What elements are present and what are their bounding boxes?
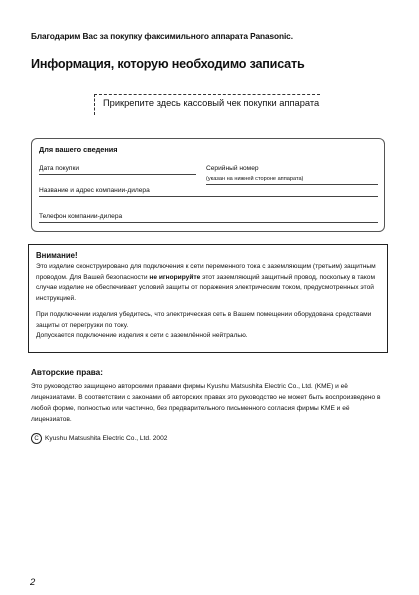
warning-box <box>28 244 388 353</box>
page-number: 2 <box>30 577 36 588</box>
info-box-title: Для вашего сведения <box>39 145 118 154</box>
warning-neutral-note: Допускается подключение изделия к сети с заземлённой нейтралью. <box>36 332 248 339</box>
warning-emphasis: не игнорируйте <box>149 273 201 281</box>
page-heading: Информация, которую необходимо записать <box>31 57 305 71</box>
copyright-title: Авторские права: <box>31 368 103 377</box>
warning-paragraph-grounding: Это изделие сконструировано для подключения к сети переменного тока с заземляющим (третьим) защитным проводом. Для Вашей безопасности не игнорируйте этот заземляющий защитный провод, поскольку в таком случае изделие не обеспечивает условий защиты от поражения электрическим током, предусмотренных этой инструкцией. <box>36 263 376 302</box>
serial-number-label: Серийный номер <box>206 165 259 172</box>
copyright-line <box>31 433 167 444</box>
dealer-phone-label: Телефон компании-дилера <box>39 213 123 220</box>
dealer-name-address-label: Название и адрес компании-дилера <box>39 187 150 194</box>
serial-number-note: (указан на нижней стороне аппарата) <box>206 176 304 182</box>
copyright-text: Это руководство защищено авторскими правами фирмы Kyushu Matsushita Electric Co., Ltd. (KME) и её лицензиатами. В соответствии с законами об авторских правах это руководство не может быть воспроизведено в любой форме, полностью или частично, без предварительного письменного согласия фирмы KME и её лицензиатов. <box>31 383 381 424</box>
serial-number-line <box>206 184 378 185</box>
intro-text: Благодарим Вас за покупку факсимильного аппарата Panasonic. <box>31 31 293 41</box>
copyright-holder: Kyushu Matsushita Electric Co., Ltd. 2002 <box>45 435 168 442</box>
dealer-phone-line <box>39 222 378 223</box>
info-box <box>31 138 385 232</box>
dealer-name-address-line <box>39 196 378 197</box>
warning-paragraph-overload: При подключении изделия убедитесь, что электрическая сеть в Вашем помещении оборудована средствами защиты от перегрузки по току. Допускается подключение изделия к сети с заземлённой нейтралью. <box>36 311 372 339</box>
warning-title: Внимание! <box>36 251 78 260</box>
copyright-icon: C <box>31 433 42 444</box>
receipt-label: Прикрепите здесь кассовый чек покупки аппарата <box>103 98 320 108</box>
purchase-date-label: Дата покупки <box>39 165 80 172</box>
receipt-attach-area <box>94 94 320 115</box>
purchase-date-line <box>39 174 196 175</box>
